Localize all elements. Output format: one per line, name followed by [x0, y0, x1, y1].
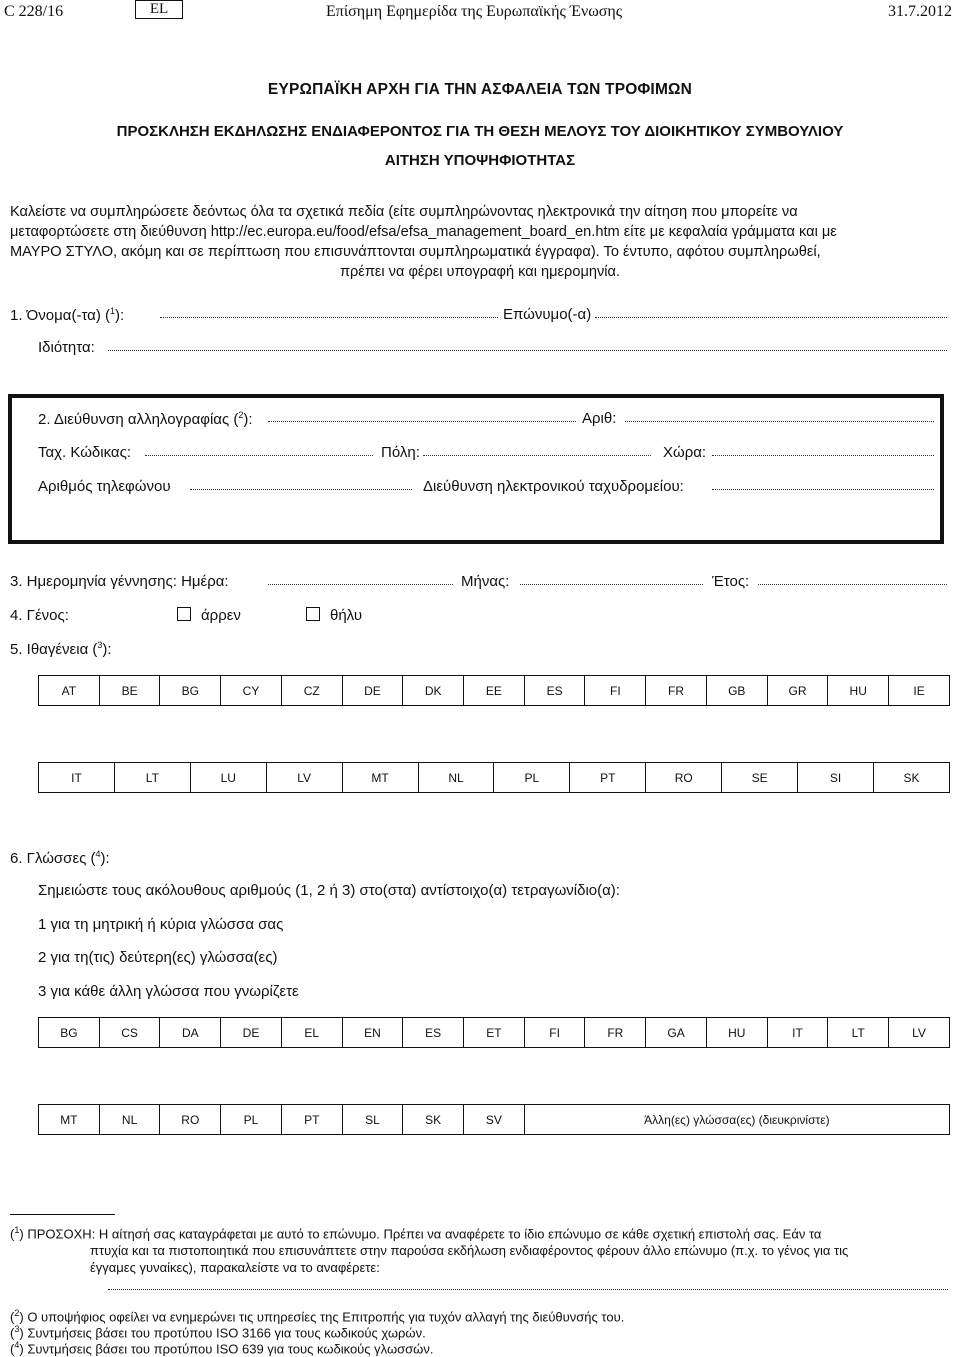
surname-field[interactable]	[595, 307, 947, 318]
code-cell[interactable]: AT	[39, 676, 100, 706]
other-surname-field[interactable]	[108, 1279, 948, 1290]
code-cell[interactable]: SI	[798, 763, 874, 793]
first-name-label: 1. Όνομα(-τα) ($^1$):	[10, 306, 125, 324]
footnote-4: ($^4$) Συντμήσεις βάσει του προτύπου ISO 639 για τους κωδικούς γλωσσών.	[10, 1340, 434, 1357]
footnote-3: ($^3$) Συντμήσεις βάσει του προτύπου ISO 3166 για τους κωδικούς χωρών.	[10, 1324, 426, 1341]
page-ref: C 228/16	[4, 3, 64, 20]
language-grid-1	[38, 1017, 950, 1048]
code-cell[interactable]: SK	[873, 763, 949, 793]
postcode-field[interactable]	[145, 445, 373, 456]
nationality-label: 5. Ιθαγένεια ($^3$):	[10, 640, 112, 658]
dob-month-label: Μήνας:	[461, 573, 510, 590]
dob-year-label: Έτος:	[712, 573, 750, 590]
code-cell[interactable]: IE	[889, 676, 950, 706]
code-cell[interactable]: NL	[99, 1105, 160, 1135]
agency-title: ΕΥΡΩΠΑΪΚΗ ΑΡΧΗ ΓΙΑ ΤΗΝ ΑΣΦΑΛΕΙΑ ΤΩΝ ΤΡΟΦΙΜΩΝ	[267, 81, 693, 98]
code-cell[interactable]: PT	[570, 763, 646, 793]
language-grid-2	[38, 1104, 950, 1135]
nationality-grid-2	[38, 762, 950, 793]
male-checkbox[interactable]	[177, 607, 191, 621]
country-field[interactable]	[712, 445, 934, 456]
email-field[interactable]	[712, 479, 934, 490]
footnote-2: ($^2$) Ο υποψήφιος οφείλει να ενημερώνει τις υπηρεσίες της Επιτροπής για τυχόν αλλαγή της διεύθυνσής του.	[10, 1308, 625, 1325]
number-field[interactable]	[625, 411, 934, 422]
code-cell[interactable]: DA	[160, 1018, 221, 1048]
code-cell[interactable]: DE	[342, 676, 403, 706]
gender-male-option[interactable]: άρρεν	[177, 607, 241, 624]
code-cell[interactable]: NL	[418, 763, 494, 793]
address-label: 2. Διεύθυνση αλληλογραφίας ($^2$):	[38, 410, 253, 428]
code-cell[interactable]: GR	[767, 676, 828, 706]
code-cell[interactable]: BG	[39, 1018, 100, 1048]
code-cell[interactable]: RO	[160, 1105, 221, 1135]
journal-date: 31.7.2012	[888, 3, 952, 20]
code-cell[interactable]: EE	[464, 676, 525, 706]
code-cell[interactable]: LT	[828, 1018, 889, 1048]
first-name-field[interactable]	[160, 307, 498, 318]
code-cell[interactable]: PL	[494, 763, 570, 793]
code-cell[interactable]: SV	[464, 1105, 525, 1135]
code-cell[interactable]: BG	[160, 676, 221, 706]
code-cell[interactable]: FI	[585, 676, 646, 706]
address-field[interactable]	[268, 411, 576, 422]
footnote-1: ($^1$) ΠΡΟΣΟΧΗ: Η αίτησή σας καταγράφεται με αυτό το επώνυμο. Πρέπει να αναφέρετε το ίδιο επώνυμο σε κάθε σχετική επιστολή σας. Εάν τα πτυχία και τα πιστοποιητικά που επισυνάπτετε στην παρούσα εκδήλωση ενδιαφέροντος φέρουν άλλο επώνυμο (π.χ. το γένος για τις έγγαμες γυναίκες), παρακαλείστε να το αναφέρετε:	[10, 1225, 849, 1276]
code-cell[interactable]: MT	[342, 763, 418, 793]
dob-label: 3. Ημερομηνία γέννησης: Ημέρα:	[10, 573, 229, 590]
phone-label: Αριθμός τηλεφώνου	[38, 478, 171, 495]
other-language-cell[interactable]: Άλλη(ες) γλώσσα(ες) (διευκρινίστε)	[524, 1105, 949, 1135]
code-cell[interactable]: FR	[585, 1018, 646, 1048]
city-field[interactable]	[423, 445, 651, 456]
code-cell[interactable]: PL	[221, 1105, 282, 1135]
code-cell[interactable]: LV	[889, 1018, 950, 1048]
city-label: Πόλη:	[381, 444, 420, 461]
code-cell[interactable]: LV	[266, 763, 342, 793]
language-option-3: 3 για κάθε άλλη γλώσσα που γνωρίζετε	[38, 983, 299, 1000]
code-cell[interactable]: RO	[646, 763, 722, 793]
journal-title: Επίσημη Εφημερίδα της Ευρωπαϊκής Ένωσης	[326, 3, 623, 20]
code-cell[interactable]: FR	[646, 676, 707, 706]
code-cell[interactable]: DK	[403, 676, 464, 706]
call-title: ΠΡΟΣΚΛΗΣΗ ΕΚΔΗΛΩΣΗΣ ΕΝΔΙΑΦΕΡΟΝΤΟΣ ΓΙΑ ΤΗ ΘΕΣΗ ΜΕΛΟΥΣ ΤΟΥ ΔΙΟΙΚΗΤΙΚΟΥ ΣΥΜΒΟΥΛΙΟΥ	[116, 123, 844, 140]
code-cell[interactable]: CS	[99, 1018, 160, 1048]
code-cell[interactable]: ES	[524, 676, 585, 706]
languages-label: 6. Γλώσσες ($^4$):	[10, 849, 110, 867]
code-cell[interactable]: EL	[281, 1018, 342, 1048]
code-cell[interactable]: SE	[722, 763, 798, 793]
code-cell[interactable]: SK	[403, 1105, 464, 1135]
code-cell[interactable]: MT	[39, 1105, 100, 1135]
intro-paragraph: Καλείστε να συμπληρώσετε δεόντως όλα τα σχετικά πεδία (είτε συμπληρώνοντας ηλεκτρονικά την αίτηση που μπορείτε να μεταφορτώσετε στη διεύθυνση http://ec.europa.eu/food/efsa/efsa_management_board_en.htm είτε με κεφαλαία γράμματα και με ΜΑΥΡΟ ΣΤΥΛΟ, ακόμη και σε περίπτωση που επισυνάπτονται συμπληρωματικά έγγραφα). Το έντυπο, αφότου συμπληρωθεί, πρέπει να φέρει υπογραφή και ημερομηνία.	[10, 204, 837, 280]
code-cell[interactable]: ET	[464, 1018, 525, 1048]
title-label: Ιδιότητα:	[38, 339, 95, 356]
code-cell[interactable]: GA	[646, 1018, 707, 1048]
code-cell[interactable]: EN	[342, 1018, 403, 1048]
language-option-1: 1 για τη μητρική ή κύρια γλώσσα σας	[38, 916, 284, 933]
footnote-separator	[10, 1214, 115, 1215]
language-option-2: 2 για τη(τις) δεύτερη(ες) γλώσσα(ες)	[38, 949, 278, 966]
nationality-grid-1	[38, 675, 950, 706]
code-cell[interactable]: HU	[828, 676, 889, 706]
country-label: Χώρα:	[663, 444, 707, 461]
language-badge: EL	[135, 0, 183, 19]
code-cell[interactable]: LT	[114, 763, 190, 793]
code-cell[interactable]: FI	[524, 1018, 585, 1048]
code-cell[interactable]: CZ	[281, 676, 342, 706]
form-title: ΑΙΤΗΣΗ ΥΠΟΨΗΦΙΟΤΗΤΑΣ	[384, 152, 576, 169]
code-cell[interactable]: ES	[403, 1018, 464, 1048]
title-field[interactable]	[108, 340, 947, 351]
phone-field[interactable]	[190, 479, 412, 490]
dob-year-field[interactable]	[758, 574, 947, 585]
code-cell[interactable]: GB	[706, 676, 767, 706]
gender-female-option[interactable]: θήλυ	[306, 607, 362, 624]
dob-month-field[interactable]	[520, 574, 703, 585]
languages-instruction: Σημειώστε τους ακόλουθους αριθμούς (1, 2 ή 3) στο(στα) αντίστοιχο(α) τετραγωνίδιο(α):	[38, 882, 620, 899]
code-cell[interactable]: CY	[221, 676, 282, 706]
code-cell[interactable]: SL	[342, 1105, 403, 1135]
code-cell[interactable]: IT	[39, 763, 115, 793]
code-cell[interactable]: BE	[99, 676, 160, 706]
email-label: Διεύθυνση ηλεκτρονικού ταχυδρομείου:	[423, 478, 684, 495]
code-cell[interactable]: LU	[190, 763, 266, 793]
postcode-label: Ταχ. Κώδικας:	[38, 444, 131, 461]
code-cell[interactable]: IT	[767, 1018, 828, 1048]
dob-day-field[interactable]	[268, 574, 453, 585]
code-cell[interactable]: HU	[706, 1018, 767, 1048]
surname-label: Επώνυμο(-α)	[503, 306, 592, 323]
code-cell[interactable]: DE	[221, 1018, 282, 1048]
female-checkbox[interactable]	[306, 607, 320, 621]
number-label: Αριθ:	[582, 410, 617, 427]
gender-label: 4. Γένος:	[10, 607, 69, 624]
code-cell[interactable]: PT	[281, 1105, 342, 1135]
